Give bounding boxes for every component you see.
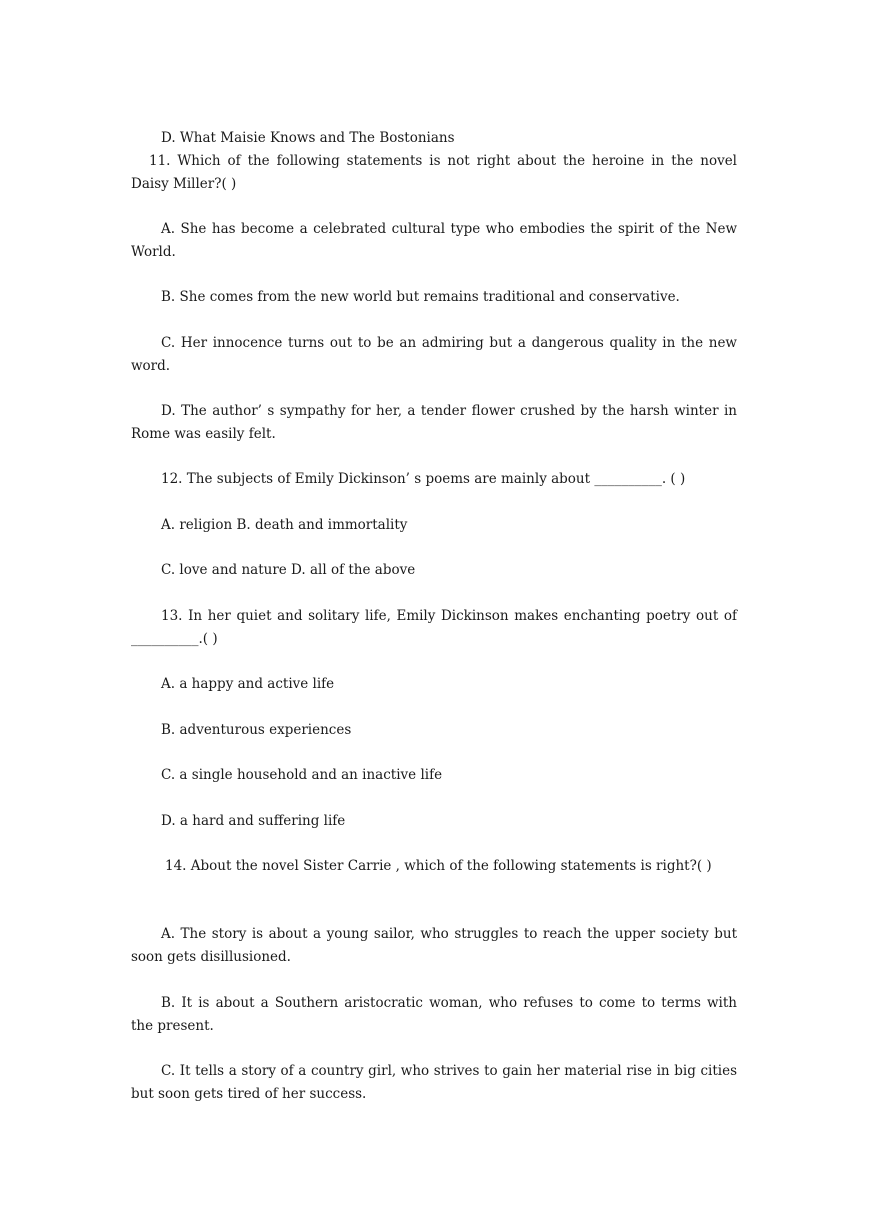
option-b-q14: B. It is about a Southern aristocratic woman, who refuses to come to terms with the present. [131,995,737,1034]
question-12: 12. The subjects of Emily Dickinson’ s poems are mainly about __________. ( ) [161,471,686,487]
option-c-q14: C. It tells a story of a country girl, who strives to gain her material rise in big cities but soon gets tired of her success. [131,1063,737,1102]
option-d-q13: D. a hard and suffering life [161,813,346,829]
option-d-q11: D. The author’ s sympathy for her, a tender flower crushed by the harsh winter in Rome was easily felt. [131,403,737,442]
option-c-q11: C. Her innocence turns out to be an admiring but a dangerous quality in the new word. [131,335,737,374]
option-a-q13: A. a happy and active life [161,676,335,692]
option-d-q10: D. What Maisie Knows and The Bostonians [161,130,455,146]
option-a-q14: A. The story is about a young sailor, who struggles to reach the upper society but soon gets disillusioned. [131,926,737,965]
option-c-q13: C. a single household and an inactive life [161,767,443,783]
options-cd-q12: C. love and nature D. all of the above [161,562,416,578]
option-b-q13: B. adventurous experiences [161,722,352,738]
question-14: 14. About the novel Sister Carrie , which of the following statements is right?( ) [165,858,712,874]
option-a-q11: A. She has become a celebrated cultural type who embodies the spirit of the New World. [131,221,737,260]
option-b-q11: B. She comes from the new world but remains traditional and conservative. [161,289,680,305]
options-ab-q12: A. religion B. death and immortality [161,517,408,533]
question-13: 13. In her quiet and solitary life, Emily Dickinson makes enchanting poetry out of __________.( ) [131,608,737,647]
question-11: 11. Which of the following statements is not right about the heroine in the novel Daisy Miller?( ) [131,153,737,192]
